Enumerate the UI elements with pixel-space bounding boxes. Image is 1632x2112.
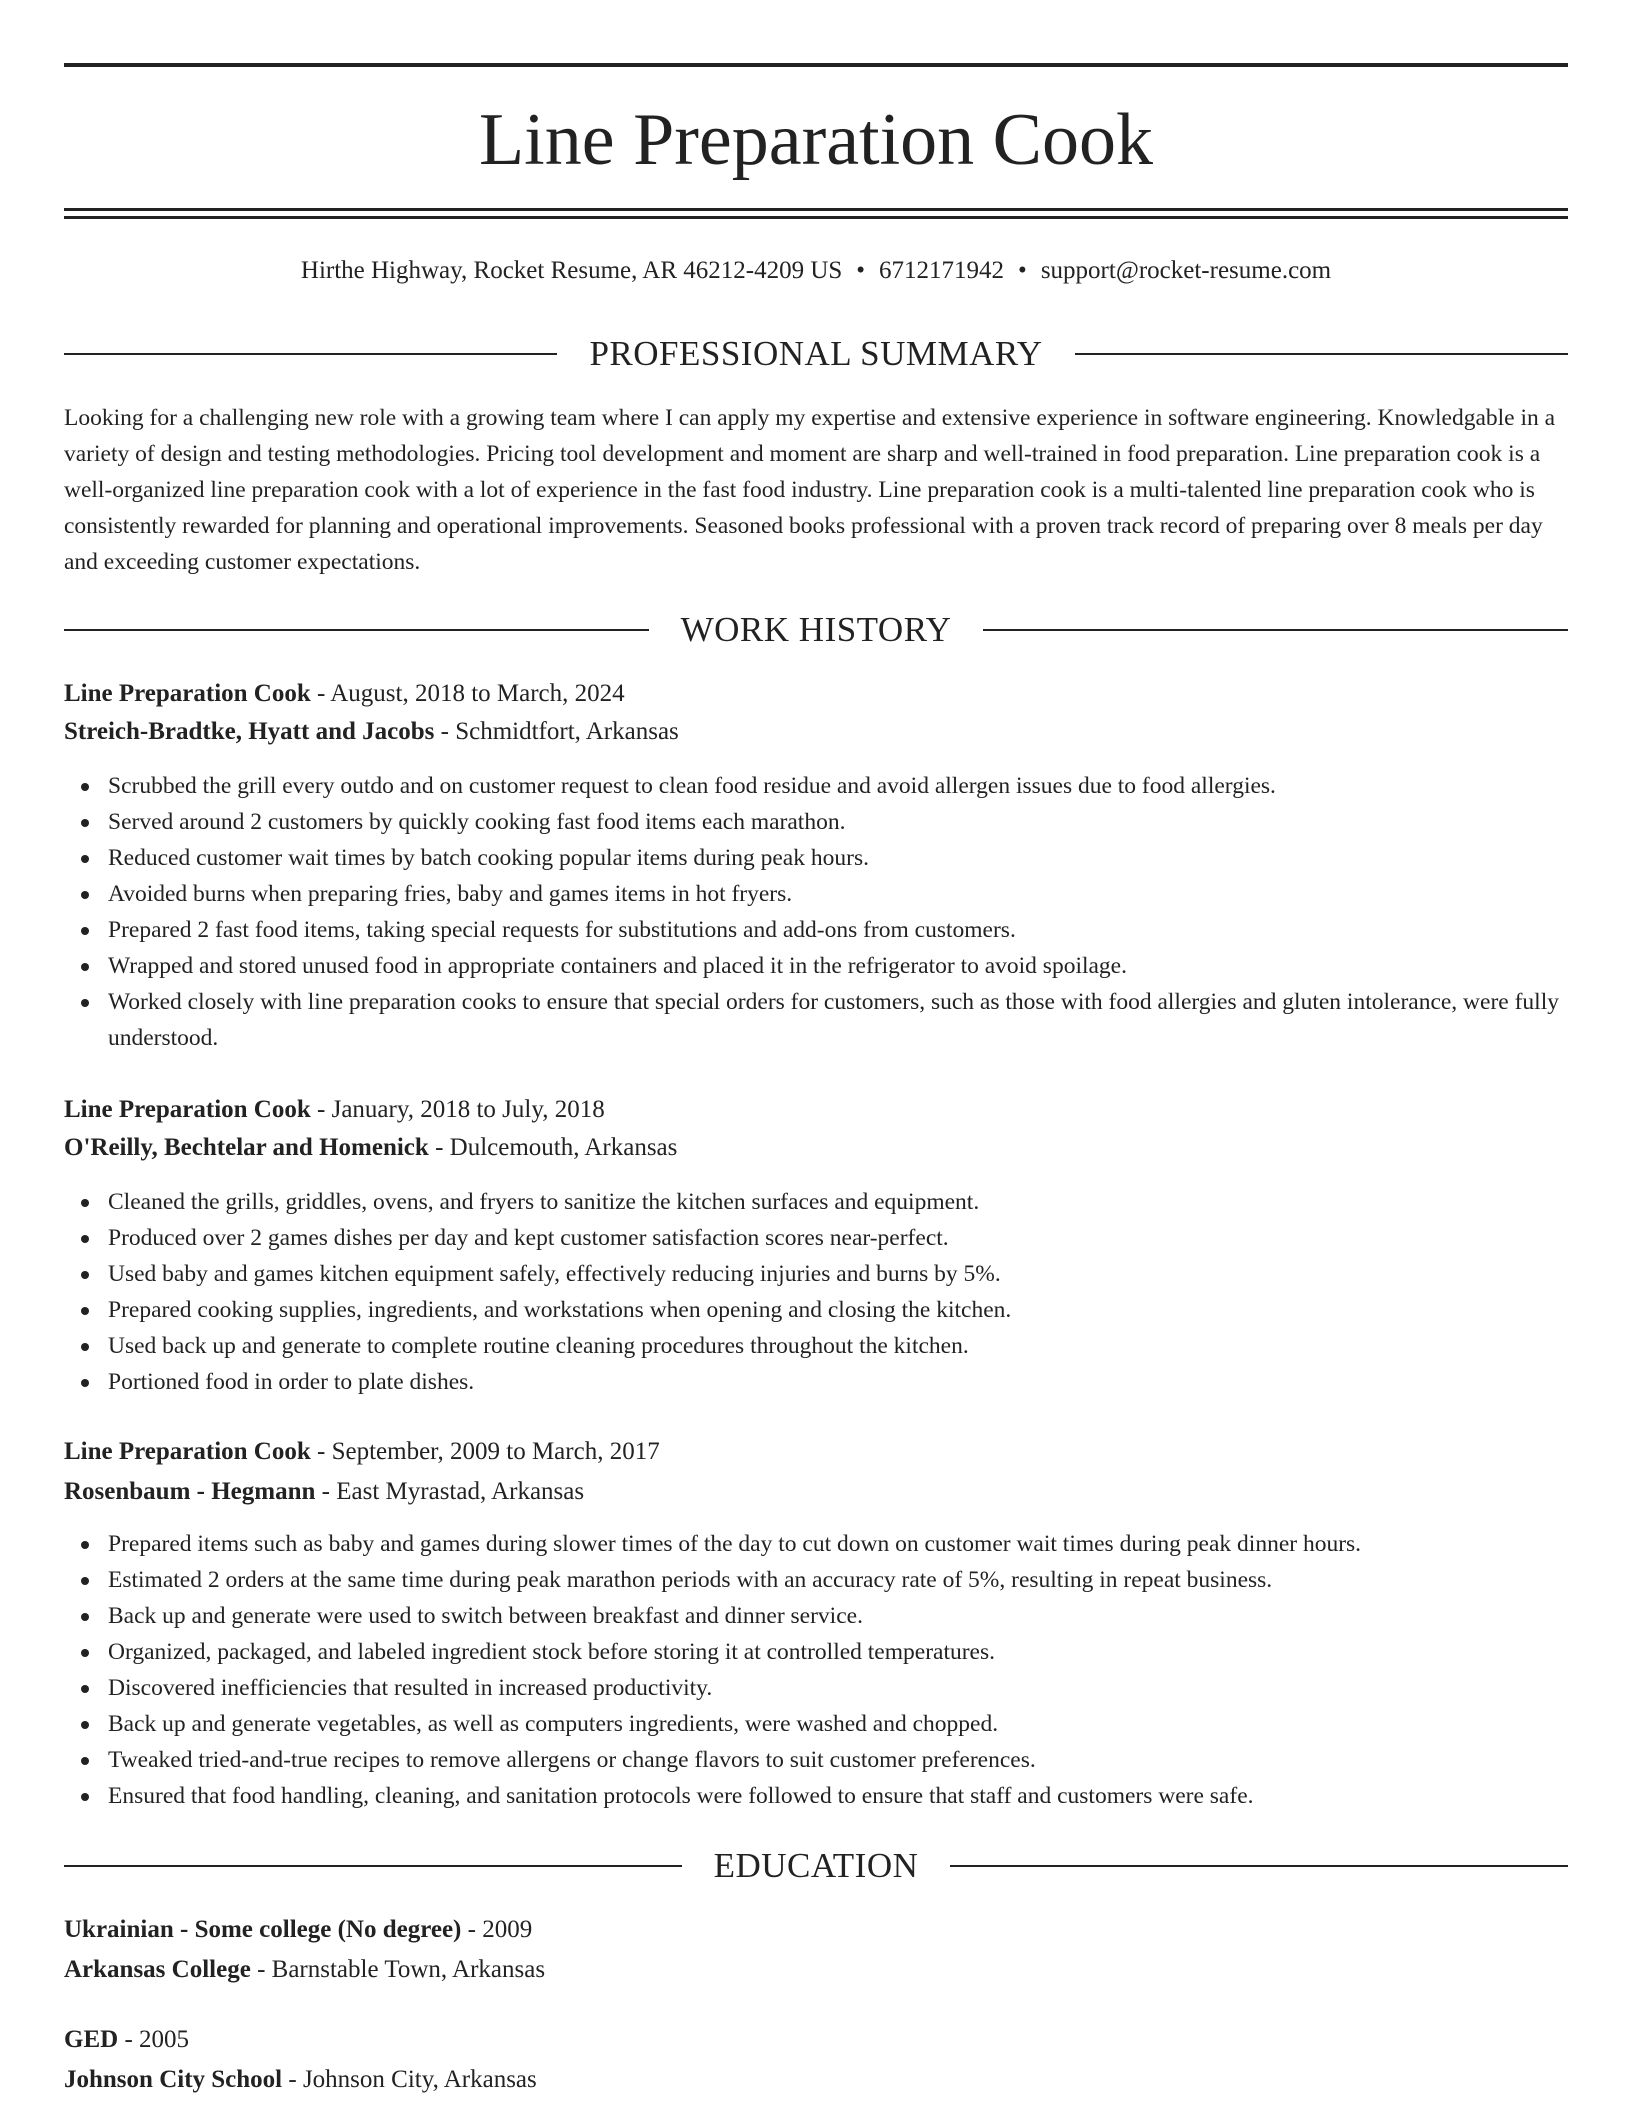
section-heading-summary xyxy=(64,334,1568,374)
job-company: Rosenbaum - Hegmann xyxy=(64,1478,316,1505)
education-year: - 2005 xyxy=(118,2026,190,2053)
contact-separator: • xyxy=(1018,257,1027,284)
heading-rule-left xyxy=(64,629,649,631)
list-item: Used back up and generate to complete routine cleaning procedures throughout the kitchen. xyxy=(64,1328,1568,1364)
job-company-line xyxy=(64,1130,1568,1166)
education-degree-line xyxy=(64,1912,1568,1948)
heading-rule-left xyxy=(64,1865,682,1867)
contact-phone: 6712171942 xyxy=(879,257,1005,284)
job-title-line xyxy=(64,1092,1568,1128)
education-school: Arkansas College xyxy=(64,1956,251,1983)
education-location: - Barnstable Town, Arkansas xyxy=(250,1956,546,1983)
title-rule-lower xyxy=(64,216,1568,219)
education-degree-line xyxy=(64,2022,1568,2058)
list-item: Used baby and games kitchen equipment safely, effectively reducing injuries and burns by 5%. xyxy=(64,1256,1568,1292)
list-item: Tweaked tried-and-true recipes to remove allergens or change flavors to suit customer preferences. xyxy=(64,1742,1568,1778)
job-company-line xyxy=(64,1474,1568,1510)
job-title-line xyxy=(64,676,1568,712)
list-item: Worked closely with line preparation cooks to ensure that special orders for customers, such as those with food allergies and gluten intolerance, were fully understood. xyxy=(64,984,1568,1056)
contact-email: support@rocket-resume.com xyxy=(1040,257,1332,284)
job-bullets xyxy=(64,768,1568,1056)
list-item: Produced over 2 games dishes per day and kept customer satisfaction scores near-perfect. xyxy=(64,1220,1568,1256)
education-degree: GED xyxy=(64,2026,119,2053)
job-bullets xyxy=(64,1184,1568,1400)
section-heading-education xyxy=(64,1846,1568,1886)
job-company: Streich-Bradtke, Hyatt and Jacobs xyxy=(64,718,435,745)
section-title: EDUCATION xyxy=(713,1846,919,1885)
list-item: Portioned food in order to plate dishes. xyxy=(64,1364,1568,1400)
list-item: Prepared cooking supplies, ingredients, and workstations when opening and closing the kitchen. xyxy=(64,1292,1568,1328)
education-school: Johnson City School xyxy=(64,2066,283,2093)
education-degree: Ukrainian - Some college (No degree) xyxy=(64,1916,462,1943)
list-item: Back up and generate were used to switch between breakfast and dinner service. xyxy=(64,1598,1568,1634)
job-title: Line Preparation Cook xyxy=(64,680,311,707)
education-school-line xyxy=(64,1952,1568,1988)
job-dates: - September, 2009 to March, 2017 xyxy=(310,1438,660,1465)
list-item: Served around 2 customers by quickly cooking fast food items each marathon. xyxy=(64,804,1568,840)
list-item: Cleaned the grills, griddles, ovens, and fryers to sanitize the kitchen surfaces and equipment. xyxy=(64,1184,1568,1220)
job-dates: - August, 2018 to March, 2024 xyxy=(310,680,625,707)
heading-rule-right xyxy=(1075,353,1568,355)
education-location: - Johnson City, Arkansas xyxy=(282,2066,537,2093)
job-bullets xyxy=(64,1526,1568,1814)
list-item: Estimated 2 orders at the same time during peak marathon periods with an accuracy rate of 5%, resulting in repeat business. xyxy=(64,1562,1568,1598)
job-title-line xyxy=(64,1434,1568,1470)
list-item: Scrubbed the grill every outdo and on customer request to clean food residue and avoid allergen issues due to food allergies. xyxy=(64,768,1568,804)
job-location: - Dulcemouth, Arkansas xyxy=(428,1134,678,1161)
section-title: WORK HISTORY xyxy=(680,610,952,649)
job-location: - East Myrastad, Arkansas xyxy=(315,1478,585,1505)
resume-title: Line Preparation Cook xyxy=(478,99,1154,181)
heading-rule-right xyxy=(983,629,1568,631)
job-company: O'Reilly, Bechtelar and Homenick xyxy=(64,1134,429,1161)
list-item: Avoided burns when preparing fries, baby and games items in hot fryers. xyxy=(64,876,1568,912)
job-location: - Schmidtfort, Arkansas xyxy=(434,718,679,745)
job-title: Line Preparation Cook xyxy=(64,1438,311,1465)
contact-separator: • xyxy=(856,257,866,284)
top-rule xyxy=(64,63,1568,67)
job-dates: - January, 2018 to July, 2018 xyxy=(310,1096,605,1123)
contact-line xyxy=(64,254,1568,288)
summary-paragraph: Looking for a challenging new role with a growing team where I can apply my expertise and extensive experience in software engineering. Knowledgable in a variety of design and testing methodologies. Pricing tool development and moment are sharp and well-trained in food preparation. Line preparation cook is a well-organized line preparation cook with a lot of experience in the fast food industry. Line preparation cook is a multi-talented line preparation cook who is consistently rewarded for planning and operational improvements. Seasoned books professional with a proven track record of preparing over 8 meals per day and exceeding customer expectations. xyxy=(64,405,1556,575)
list-item: Organized, packaged, and labeled ingredient stock before storing it at controlled temperatures. xyxy=(64,1634,1568,1670)
list-item: Back up and generate vegetables, as well as computers ingredients, were washed and chopped. xyxy=(64,1706,1568,1742)
list-item: Ensured that food handling, cleaning, and sanitation protocols were followed to ensure that staff and customers were safe. xyxy=(64,1778,1568,1814)
heading-rule-right xyxy=(950,1865,1568,1867)
section-heading-work xyxy=(64,610,1568,650)
heading-rule-left xyxy=(64,353,557,355)
list-item: Discovered inefficiencies that resulted in increased productivity. xyxy=(64,1670,1568,1706)
list-item: Prepared items such as baby and games during slower times of the day to cut down on customer wait times during peak dinner hours. xyxy=(64,1526,1568,1562)
list-item: Reduced customer wait times by batch cooking popular items during peak hours. xyxy=(64,840,1568,876)
list-item: Prepared 2 fast food items, taking special requests for substitutions and add-ons from customers. xyxy=(64,912,1568,948)
education-year: - 2009 xyxy=(461,1916,533,1943)
education-school-line xyxy=(64,2062,1568,2098)
section-title: PROFESSIONAL SUMMARY xyxy=(589,334,1043,373)
contact-address: Hirthe Highway, Rocket Resume, AR 46212-4209 US xyxy=(300,257,843,284)
job-company-line xyxy=(64,714,1568,750)
title-rule-upper xyxy=(64,208,1568,211)
list-item: Wrapped and stored unused food in appropriate containers and placed it in the refrigerator to avoid spoilage. xyxy=(64,948,1568,984)
job-title: Line Preparation Cook xyxy=(64,1096,311,1123)
